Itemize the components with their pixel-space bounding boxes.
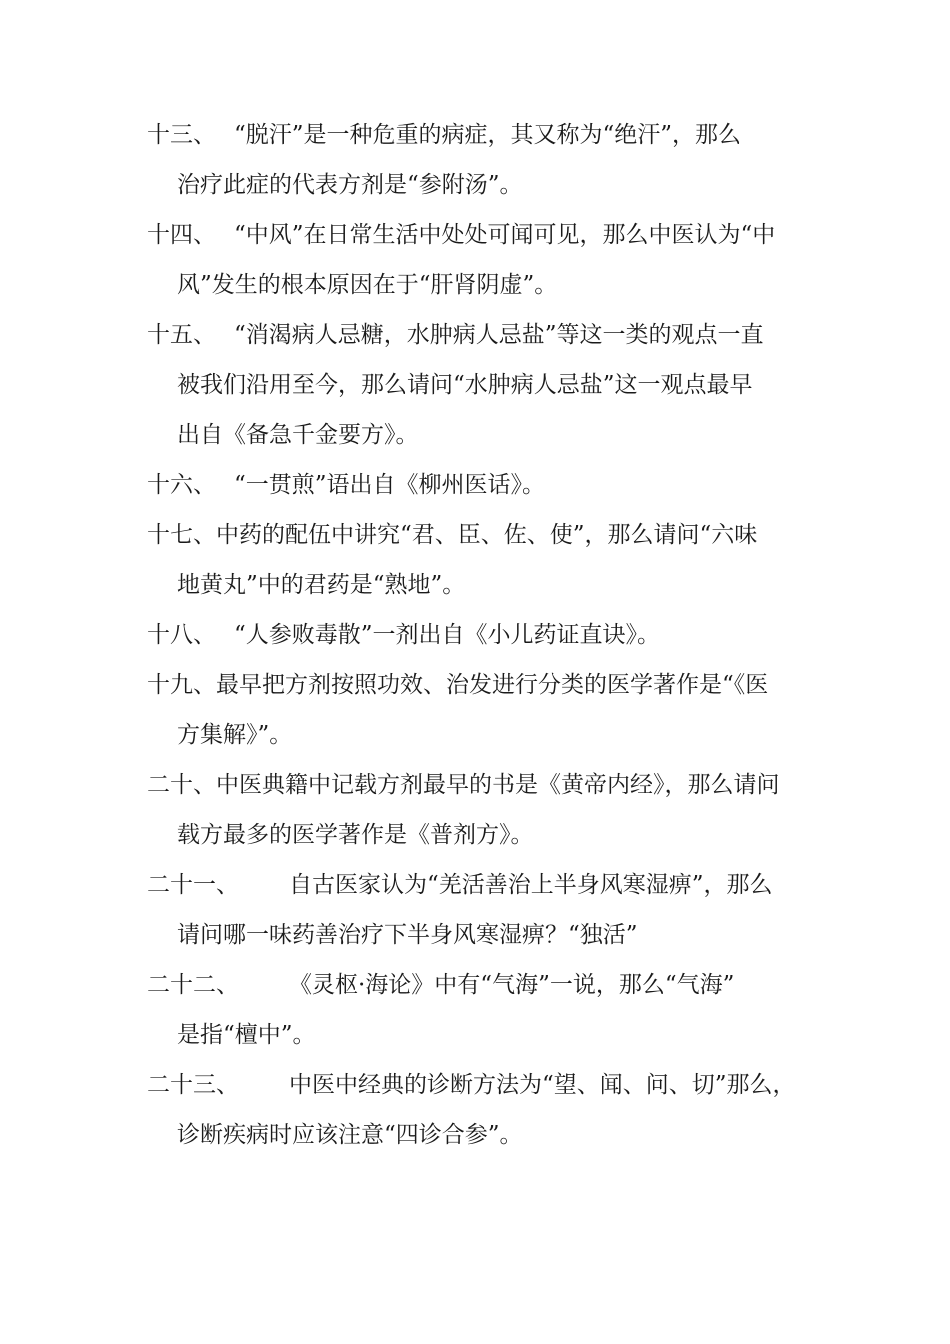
item-continuation-line: 风”发生的根本原因在于“肝肾阴虚”。 [177,272,558,298]
question-item-20 [147,760,817,860]
item-first-line [147,460,817,510]
item-continuation-line: 请问哪一味药善治疗下半身风寒湿痹？“独活” [177,922,638,948]
item-continuation-line: 地黄丸”中的君药是“熟地”。 [177,572,466,598]
item-first-line [147,110,817,160]
question-item-15 [147,310,817,460]
item-text: “一贯煎”语出自《柳州医话》。 [234,472,546,498]
item-continuation-line: 治疗此症的代表方剂是“参附汤”。 [177,172,523,198]
item-text: 中医典籍中记载方剂最早的书是《黄帝内经》，那么请问 [216,772,780,798]
item-number: 十五、 [147,322,216,348]
item-text: 中药的配伍中讲究“君、臣、佐、使”，那么请问“六味 [216,522,758,548]
item-first-line [147,210,817,260]
question-item-22 [147,960,817,1060]
item-first-line [147,1060,817,1110]
item-number: 二十一、 [147,872,239,898]
item-number: 十八、 [147,622,216,648]
item-number: 二十二、 [147,972,239,998]
item-text: 《灵枢·海论》中有“气海”一说，那么“气海” [289,972,735,998]
item-first-line [147,760,817,810]
item-number: 十四、 [147,222,216,248]
item-first-line [147,510,817,560]
item-text: 最早把方剂按照功效、治发进行分类的医学著作是“《医 [216,672,769,698]
item-text: 中医中经典的诊断方法为“望、闻、问、切”那么， [289,1072,796,1098]
question-item-13 [147,110,817,210]
item-text: “脱汗”是一种危重的病症，其又称为“绝汗”，那么 [234,122,742,148]
item-continuation-line: 是指“檀中”。 [177,1022,316,1048]
item-number: 十六、 [147,472,216,498]
item-first-line [147,660,817,710]
question-item-21 [147,860,817,960]
item-continuation-line: 被我们沿用至今，那么请问“水肿病人忌盐”这一观点最早 [177,372,753,398]
question-item-16 [147,460,817,510]
item-text: 自古医家认为“羌活善治上半身风寒湿痹”，那么 [289,872,773,898]
item-first-line [147,960,817,1010]
item-first-line [147,860,817,910]
item-number: 二十、 [147,772,216,798]
item-number: 十九、 [147,672,216,698]
item-continuation-line: 出自《备急千金要方》。 [177,422,419,448]
item-continuation-line: 诊断疾病时应该注意“四诊合参”。 [177,1122,523,1148]
item-text: “消渴病人忌糖，水肿病人忌盐”等这一类的观点一直 [234,322,764,348]
item-first-line [147,610,817,660]
item-number: 二十三、 [147,1072,239,1098]
question-item-23 [147,1060,817,1160]
item-continuation-line: 方集解》”。 [177,722,293,748]
question-item-17 [147,510,817,610]
question-item-18 [147,610,817,660]
question-item-14 [147,210,817,310]
item-number: 十三、 [147,122,216,148]
item-number: 十七、 [147,522,216,548]
item-continuation-line: 载方最多的医学著作是《普剂方》。 [177,822,534,848]
question-item-19 [147,660,817,760]
item-first-line [147,310,817,360]
item-text: “人参败毒散”一剂出自《小儿药证直诀》。 [234,622,661,648]
item-text: “中风”在日常生活中处处可闻可见，那么中医认为“中 [234,222,776,248]
